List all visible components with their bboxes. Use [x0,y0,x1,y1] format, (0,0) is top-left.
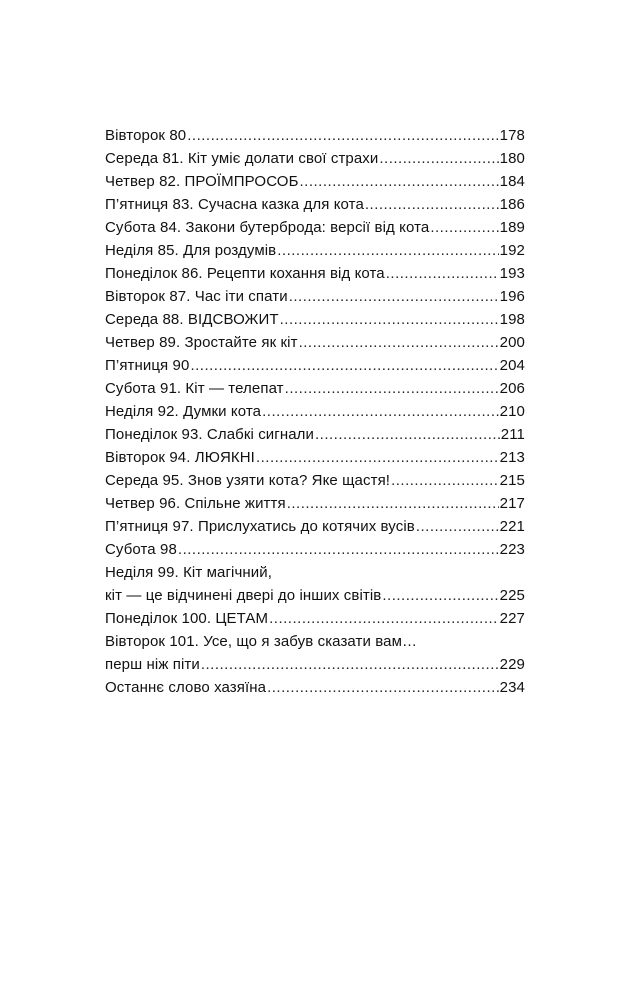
toc-entry-title: Середа 81. Кіт уміє долати свої страхи [105,150,379,167]
toc-entry[interactable] [105,469,525,492]
toc-entry-title: Вівторок 94. ЛЮЯКНІ [105,449,255,466]
dot-leader [300,170,499,193]
toc-entry-title-line1: Вівторок 101. Усе, що я забув сказати вам… [105,633,418,650]
toc-page-number: 196 [499,288,525,305]
dot-leader [416,515,499,538]
dot-leader [178,538,499,561]
dot-leader [430,216,498,239]
dot-leader [315,423,500,446]
toc-entry-title: П’ятниця 83. Сучасна казка для кота [105,196,364,213]
dot-leader [267,676,499,699]
toc-page-number: 223 [499,541,525,558]
toc-entry[interactable] [105,515,525,538]
dot-leader [382,584,498,607]
toc-entry-title-line1: Неділя 99. Кіт магічний, [105,564,272,581]
toc-entry-title: Четвер 96. Спільне життя [105,495,286,512]
toc-entry-title: Неділя 92. Думки кота [105,403,262,420]
dot-leader [365,193,499,216]
toc-entry-title: Субота 98 [105,541,177,558]
toc-page-number: 180 [499,150,525,167]
toc-page-number: 229 [499,656,525,673]
toc-entry[interactable] [105,676,525,699]
toc-entry[interactable] [105,331,525,354]
toc-page-number: 200 [499,334,525,351]
toc-page-number: 234 [499,679,525,696]
toc-entry-title: Вівторок 80 [105,127,187,144]
toc-page-number: 193 [499,265,525,282]
toc-page-number: 186 [499,196,525,213]
toc-entry[interactable] [105,124,525,147]
dot-leader [386,262,499,285]
toc-entry-title: Вівторок 87. Час іти спати [105,288,288,305]
toc-page-number: 227 [499,610,525,627]
toc-entry[interactable] [105,423,525,446]
toc-entry-title: Середа 88. ВІДСВОЖИТ [105,311,279,328]
toc-page-number: 204 [499,357,525,374]
toc-page-number: 210 [499,403,525,420]
toc-page-number: 178 [499,127,525,144]
dot-leader [391,469,499,492]
toc-entry-title: Останнє слово хазяїна [105,679,267,696]
dot-leader [379,147,498,170]
toc-entry-title: Понеділок 100. ЦЕТАМ [105,610,269,627]
dot-leader [201,653,499,676]
toc-entry-title: Понеділок 86. Рецепти кохання від кота [105,265,385,282]
dot-leader [285,377,499,400]
toc-entry[interactable] [105,262,525,285]
toc-entry-title: Четвер 82. ПРОЇМПРОСОБ [105,173,299,190]
toc-entry[interactable] [105,216,525,239]
toc-entry-title: П’ятниця 90 [105,357,190,374]
toc-page-number: 217 [499,495,525,512]
toc-entry-title: перш ніж піти [105,656,200,673]
toc-entry[interactable] [105,400,525,423]
dot-leader [269,607,499,630]
dot-leader [289,285,499,308]
toc-entry[interactable] [105,561,525,607]
toc-page-number: 213 [499,449,525,466]
toc-page-number: 211 [500,426,525,443]
toc-entry[interactable] [105,239,525,262]
toc-entry[interactable] [105,538,525,561]
toc-entry[interactable] [105,607,525,630]
toc-entry-title: Субота 91. Кіт — телепат [105,380,284,397]
toc-page-number: 184 [499,173,525,190]
toc-entry-title: Понеділок 93. Слабкі сигнали [105,426,315,443]
toc-entry[interactable] [105,492,525,515]
toc-entry[interactable] [105,630,525,676]
toc-page-number: 192 [499,242,525,259]
toc-page-number: 225 [499,587,525,604]
toc-page-number: 189 [499,219,525,236]
dot-leader [299,331,499,354]
toc-page-number: 206 [499,380,525,397]
toc-entry[interactable] [105,170,525,193]
toc-entry[interactable] [105,377,525,400]
dot-leader [187,124,498,147]
dot-leader [287,492,499,515]
dot-leader [262,400,499,423]
toc-entry[interactable] [105,285,525,308]
toc-entry-title: Четвер 89. Зростайте як кіт [105,334,298,351]
toc-entry[interactable] [105,446,525,469]
dot-leader [256,446,499,469]
toc-page-number: 198 [499,311,525,328]
toc-entry-title: Неділя 85. Для роздумів [105,242,277,259]
toc-entry-title: кіт — це відчинені двері до інших світів [105,587,382,604]
toc-entry-title: П’ятниця 97. Прислухатись до котячих вусів [105,518,415,535]
toc-entry[interactable] [105,193,525,216]
toc-entry[interactable] [105,354,525,377]
toc-page-number: 215 [499,472,525,489]
toc-page-number: 221 [499,518,525,535]
dot-leader [277,239,498,262]
dot-leader [190,354,498,377]
toc-entry-title: Субота 84. Закони бутерброда: версії від кота [105,219,430,236]
toc-entry[interactable] [105,147,525,170]
toc-entry[interactable] [105,308,525,331]
table-of-contents [105,124,525,699]
toc-entry-title: Середа 95. Знов узяти кота? Яке щастя! [105,472,391,489]
dot-leader [280,308,499,331]
